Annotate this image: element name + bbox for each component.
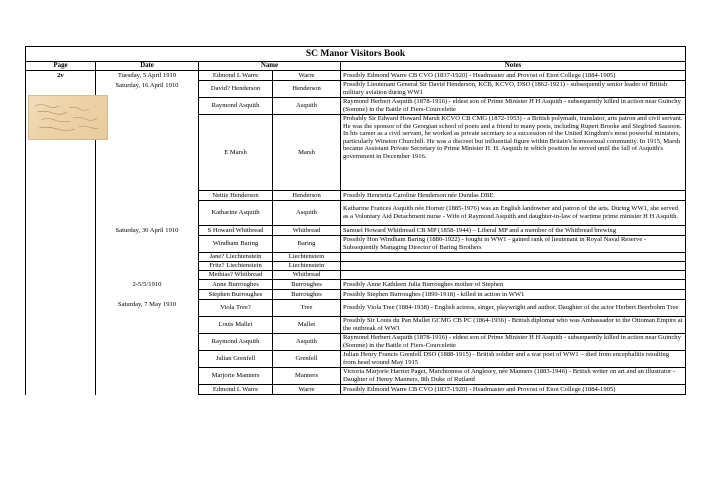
- visitor-surname: Burroughes: [273, 280, 341, 290]
- header-page: Page: [26, 62, 96, 71]
- date-cell: [96, 280, 199, 300]
- table-row: [26, 226, 686, 236]
- visitor-notes: Possibly Edmond Warre CB CVO (1837-1920) - Headmaster and Provost of Eton College (1884-1905): [341, 71, 686, 81]
- visitor-name: S Howard Whitbread: [199, 226, 273, 236]
- visitor-name: E Marsh: [199, 115, 273, 191]
- visitor-surname: Grenfell: [273, 351, 341, 368]
- visit-date: Tuesday, 5 April 1910: [117, 72, 177, 79]
- visitor-notes: Julian Henry Francis Grenfell DSO (1888-1915) - British soldier and a war poet of WW1 – died from encephalitis resulting from head wound May 1915: [341, 351, 686, 368]
- visitor-notes: Possibly Lieutenant General Sir David Henderson, KCB, KCVO, DSO (1862-1921) - subsequently senior leader of British military aviation during WW1: [341, 81, 686, 98]
- visitor-name: Louis Mallet: [199, 317, 273, 334]
- visit-date: Saturday, 16 April 1910: [115, 81, 179, 89]
- visitor-notes: Possibly Stephen Burroughes (1899-1918) - killed in action in WW1: [341, 290, 686, 300]
- visit-date: Saturday, 30 April 1910: [115, 226, 179, 234]
- visitor-surname: Marsh: [273, 115, 341, 191]
- visitor-surname: Liechtenstein: [273, 253, 341, 262]
- header-name: Name: [199, 62, 341, 71]
- visitor-notes: Possibly Hon Windham Baring (1880-1922) - fought in WW1 - gained rank of lieutenant in Royal Naval Reserve - Subsequently Managing Director of Baring Brothers: [341, 236, 686, 253]
- visitor-surname: Asquith: [273, 334, 341, 351]
- table-row: [26, 81, 686, 98]
- visitor-name: Fritz? Liechtenstein: [199, 262, 273, 271]
- visitor-name: Nettie Henderson: [199, 191, 273, 201]
- visitor-surname: Asquith: [273, 201, 341, 226]
- visitors-book-document: [25, 46, 685, 395]
- visitor-surname: Henderson: [273, 191, 341, 201]
- visitor-name: David? Henderson: [199, 81, 273, 98]
- visitor-surname: Henderson: [273, 81, 341, 98]
- visitor-surname: Whitbread: [273, 271, 341, 280]
- header-notes: Notes: [341, 62, 686, 71]
- visitor-name: Viola Tree?: [199, 300, 273, 317]
- page-cell: [26, 280, 96, 300]
- visitor-notes: Possibly Edmond Warre CB CVO (1837-1920) - Headmaster and Provost of Eton College (1884-1905): [341, 385, 686, 395]
- page-cell: [26, 81, 96, 226]
- visitor-surname: Baring: [273, 236, 341, 253]
- visitor-name: Edmond L Warre: [199, 71, 273, 81]
- visitor-name: Stephen Burroughes: [199, 290, 273, 300]
- document-title: SC Manor Visitors Book: [26, 47, 686, 62]
- visitor-notes: Raymond Herbert Asquith (1878-1916) - eldest son of Prime Minister H H Asquith - subsequently killed in action near Guinchy (Somme) in the Battle of Fiers-Courcelette: [341, 334, 686, 351]
- visit-date: Saturday, 7 May 1910: [117, 300, 177, 308]
- table-row: [26, 280, 686, 290]
- page-cell: [26, 226, 96, 280]
- visitor-notes: [341, 271, 686, 280]
- visitor-notes: Raymond Herbert Asquith (1878-1916) - eldest son of Prime Minister H H Asquith - subsequently killed in action near Guinchy (Somme) in the Battle of Fiers-Courcelette: [341, 98, 686, 115]
- visitor-notes: [341, 253, 686, 262]
- visitor-surname: Burroughes: [273, 290, 341, 300]
- visitor-name: Raymond Asquith: [199, 98, 273, 115]
- page-cell: [26, 300, 96, 395]
- table-row: [26, 300, 686, 317]
- visitor-name: Anne Burroughes: [199, 280, 273, 290]
- visitor-name: Katharine Asquith: [199, 201, 273, 226]
- visitor-notes: Probably Sir Edward Howard Marsh KCVO CB CMG (1872-1953) - a British polymath, translator, arts patron and civil servant. He was the sponsor of the Georgian school of poets and a friend to many poets, including Rupert Brooke and Siegfried Sassoon. In his career as a civil servant, he worked as private secretary to a succession of the United Kingdom's most powerful ministers, particularly Winston Churchill. He was a discreet but influential figure within Britain's homosexual community. In 1915, Marsh became Assistant Private Secretary to Prime Minister H. H. Asquith in which position he served until the fall of Asquith's government in December 1916.: [341, 115, 686, 191]
- visitor-notes: Possibly Henrietta Caroline Henderson née Dundas DBE: [341, 191, 686, 201]
- visit-date: 2-5/5/1910: [132, 280, 162, 288]
- visitor-surname: Liechtenstein: [273, 262, 341, 271]
- visitor-surname: Warre: [273, 71, 341, 81]
- visitors-book-page-thumbnail: [28, 95, 108, 140]
- visitor-name: Raymond Asquith: [199, 334, 273, 351]
- date-cell: [96, 81, 199, 226]
- visitor-surname: Mallet: [273, 317, 341, 334]
- visitor-surname: Asquith: [273, 98, 341, 115]
- header-date: Date: [96, 62, 199, 71]
- visitor-surname: Warre: [273, 385, 341, 395]
- visitor-notes: Samuel Howard Whitbread CB MP (1858-1944) – Liberal MP and a member of the Whitbread brewing: [341, 226, 686, 236]
- date-cell: [96, 300, 199, 395]
- page-cell: [26, 71, 96, 81]
- visitor-notes: Victoria Marjorie Harriet Paget, Marchioness of Anglesey, née Manners (1883-1946) - British writer on art and an illustrator - Daughter of Henry Manners, 8th Duke of Rutland: [341, 368, 686, 385]
- visitor-notes: Katharine Frances Asquith née Horner (1885-1976) was an English landowner and patron of the arts. During WW1, she served as a Voluntary Aid Detachment nurse - Wife of Raymond Asquith and daughter-in-law of wartime prime minister H H Asquith.: [341, 201, 686, 226]
- table-row: [26, 71, 686, 81]
- visitor-notes: Possibly Viola Tree (1884-1938) - English actress, singer, playwright and author. Daughter of the actor Herbert Beerbohm Tree: [341, 300, 686, 317]
- page-number: 2v: [57, 72, 64, 79]
- visitor-notes: Possibly Sir Louis du Pan Mallet GCMG CB PC (1864-1936) - British diplomat who was Ambassador to the Ottoman Empire at the outbreak of WW1: [341, 317, 686, 334]
- visitors-table: [25, 46, 686, 395]
- visitor-name: Marjorie Manners: [199, 368, 273, 385]
- visitor-surname: Whitbread: [273, 226, 341, 236]
- date-cell: [96, 226, 199, 280]
- visitor-name: Methias? Whitbread: [199, 271, 273, 280]
- visitor-surname: Manners: [273, 368, 341, 385]
- visitor-name: Edmond L Warre: [199, 385, 273, 395]
- visitor-notes: Possibly Anne Kathleen Julia Burroughes mother of Stephen: [341, 280, 686, 290]
- visitor-surname: Tree: [273, 300, 341, 317]
- visitor-name: Jane? Liechtenstein: [199, 253, 273, 262]
- visitor-name: Julian Grenfell: [199, 351, 273, 368]
- visitor-name: Windham Baring: [199, 236, 273, 253]
- visitor-notes: [341, 262, 686, 271]
- date-cell: [96, 71, 199, 81]
